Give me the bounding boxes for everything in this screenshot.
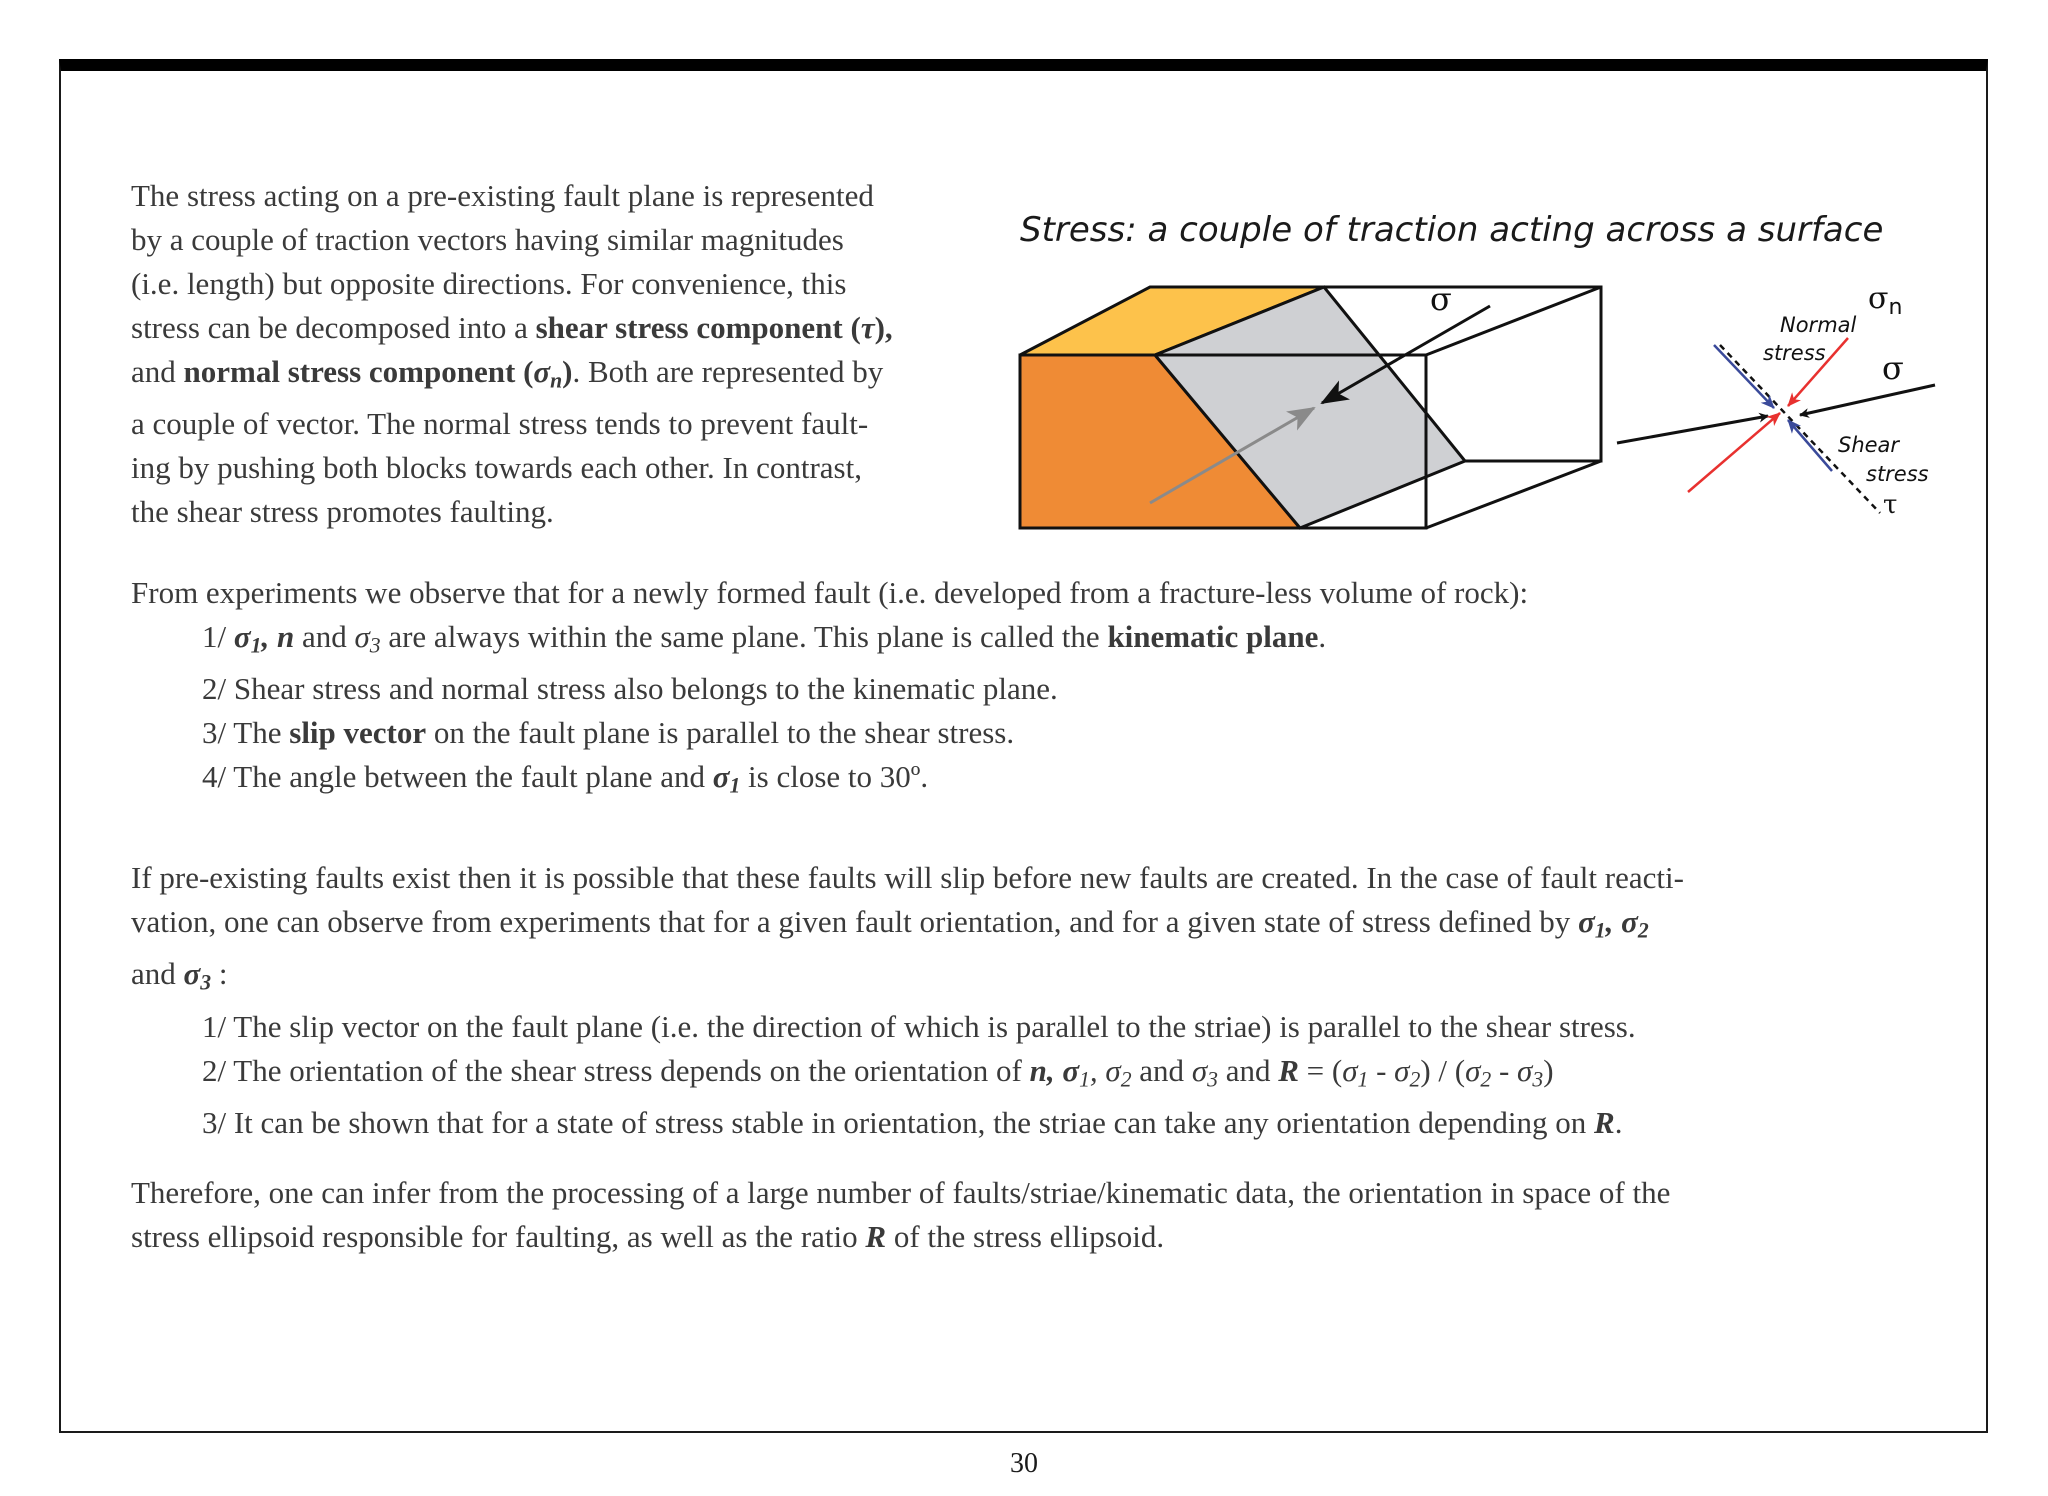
reactivation-paragraph — [131, 856, 1931, 1145]
list-item: 1/ $\sigma_1$, n and $\sigma_3$ are always within the same plane. This plane is called the kinematic plane. — [202, 619, 1327, 658]
new-fault-paragraph — [131, 571, 1931, 808]
text-line: Therefore, one can infer from the processing of a large number of faults/striae/kinematic data, the orientation in space of the — [131, 1175, 1671, 1210]
intro-paragraph — [131, 174, 1011, 534]
list-item: 1/ The slip vector on the fault plane (i.e. the direction of which is parallel to the striae) is parallel to the shear stress. — [202, 1008, 1636, 1044]
list-item: 3/ It can be shown that for a state of stress stable in orientation, the striae can take any orientation depending on R. — [202, 1105, 1623, 1141]
conclusion-paragraph — [131, 1171, 1931, 1259]
text-line: From experiments we observe that for a newly formed fault (i.e. developed from a fracture-less volume of rock): — [131, 575, 1529, 610]
text-line: vation, one can observe from experiments that for a given fault orientation, and for a given state of stress defined by $\sigma_1$, $\sigma_2$ — [131, 904, 1649, 943]
text-line: stress ellipsoid responsible for faulting, as well as the ratio R of the stress ellipsoid. — [131, 1219, 1165, 1254]
sigma-right-label: σ — [1882, 349, 1904, 387]
normal-label-2: stress — [1763, 341, 1826, 365]
fault-trace — [1720, 345, 1880, 513]
traction-arrow-left — [1617, 416, 1768, 443]
list-item: 3/ The slip vector on the fault plane is parallel to the shear stress. — [202, 715, 1015, 751]
figure-title: Stress: a couple of traction acting across a surface — [1020, 210, 1884, 250]
stress-block-diagram — [1010, 270, 1960, 540]
text-line: stress can be decomposed into a shear stress component (τ), — [131, 310, 893, 345]
text-line: by a couple of traction vectors having similar magnitudes — [131, 222, 844, 257]
text-line: a couple of vector. The normal stress tends to prevent fault- — [131, 406, 869, 442]
list-item: 2/ Shear stress and normal stress also belongs to the kinematic plane. — [202, 671, 1058, 707]
sigma-label: σ — [1430, 280, 1452, 318]
shear-stress-arrow-lower — [1788, 420, 1832, 471]
traction-arrow-right — [1800, 385, 1935, 415]
normal-stress-arrow-lower — [1688, 413, 1780, 492]
list-item: 4/ The angle between the fault plane and $\sigma_1$ is close to 30º. — [202, 759, 929, 798]
sigma-n-symbol: σ — [533, 354, 551, 389]
text-line: If pre-existing faults exist then it is possible that these faults will slip before new faults are created. In the case of fault reacti- — [131, 860, 1684, 895]
page-number: 30 — [1010, 1448, 1038, 1479]
list-item: 2/ The orientation of the shear stress depends on the orientation of n, $\sigma_1$, $\sigma_2$ and $\sigma_3$ and $R = (\sigma_1 - \sigma_2) / (\sigma_2 - \sigma_3)$ — [202, 1052, 1554, 1092]
shear-label-2: stress — [1866, 462, 1929, 486]
shear-label-1: Shear — [1838, 433, 1900, 457]
text-line: and normal stress component $(\sigma_n)$. Both are represented by — [131, 354, 884, 393]
normal-label-1: Normal — [1780, 313, 1857, 337]
text-line: The stress acting on a pre-existing fault plane is represented — [131, 178, 874, 213]
shear-stress-term: shear stress component ( — [535, 310, 861, 345]
text-line: the shear stress promotes faulting. — [131, 494, 554, 530]
sigma-n-label: $\sigma_n$ — [1868, 281, 1903, 320]
text-line: ing by pushing both blocks towards each other. In contrast, — [131, 450, 862, 486]
normal-stress-term: normal stress component ( — [183, 354, 534, 389]
tau-symbol: τ — [860, 310, 875, 345]
text-line: and $\sigma_3$ : — [131, 956, 228, 995]
tau-label: τ — [1883, 490, 1898, 520]
text-line: (i.e. length) but opposite directions. For convenience, this — [131, 266, 847, 301]
